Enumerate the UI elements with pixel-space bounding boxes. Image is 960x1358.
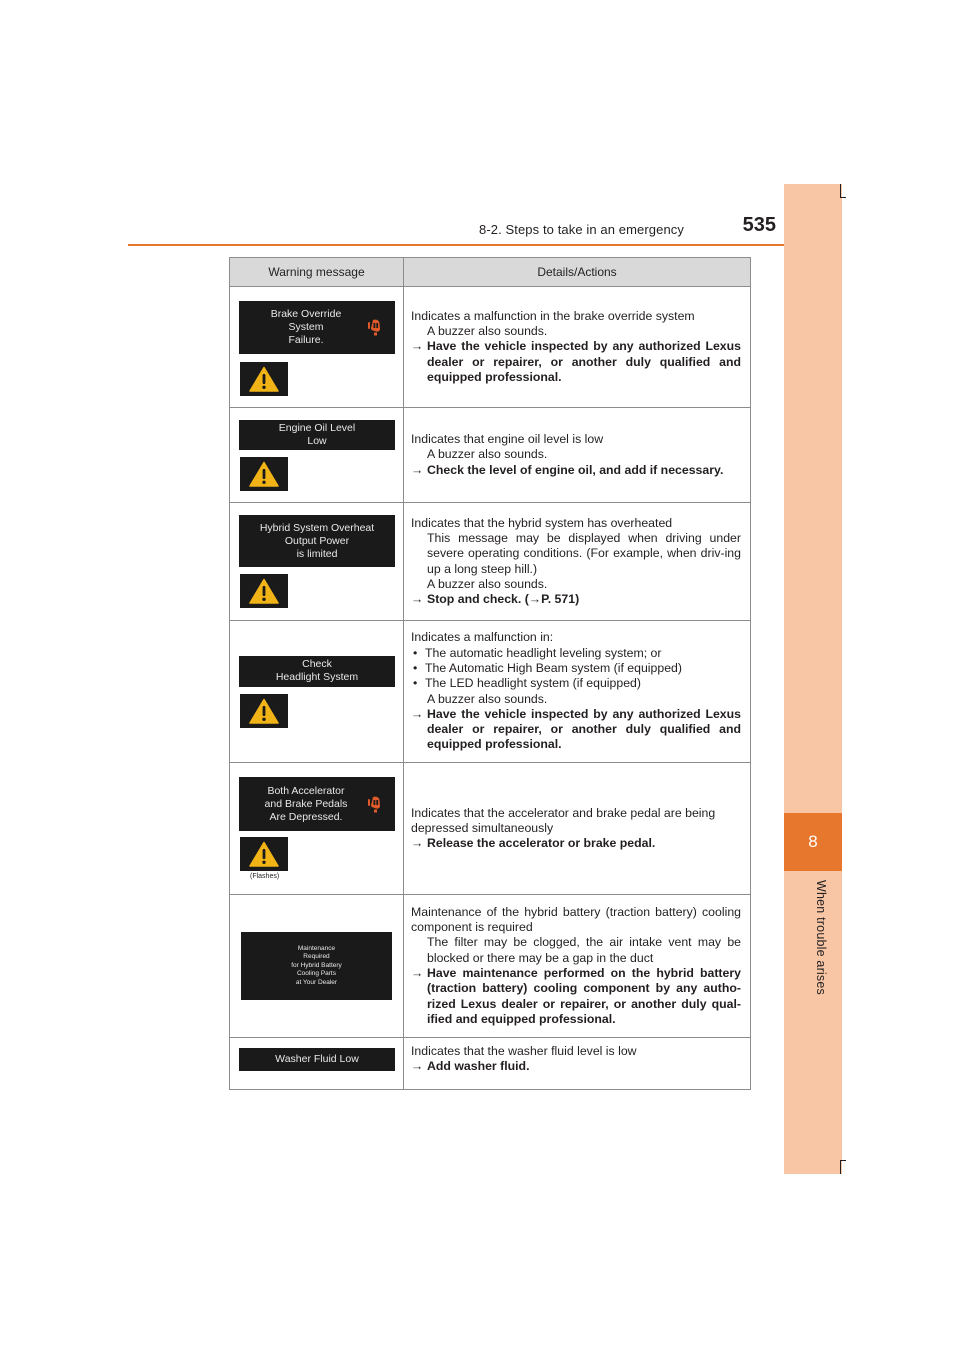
details-action-text: Have the vehicle inspected by any authorized Lexus dealer or repairer, or another duly qualified and equipped professional. — [427, 706, 741, 752]
details-intro: Indicates that engine oil level is low — [411, 432, 604, 447]
details-cell — [404, 763, 751, 895]
arrow-icon: → — [411, 966, 424, 980]
chapter-side-tab — [784, 184, 842, 1174]
display-message — [239, 301, 395, 354]
col-header-details-actions: Details/Actions — [404, 258, 751, 287]
warning-light — [240, 837, 288, 871]
display-message-text: Brake Override System Failure. — [270, 307, 342, 346]
warning-triangle-icon — [249, 698, 279, 724]
display-message-text: Both Accelerator and Brake Pedals Are Depressed. — [264, 784, 348, 823]
details-action — [411, 463, 741, 478]
details-note: A buzzer also sounds. — [427, 447, 548, 462]
warning-message-table — [229, 257, 751, 1090]
arrow-icon: → — [411, 592, 424, 607]
details-action-text: Check the level of engine oil, and add if necessary. — [427, 462, 724, 477]
arrow-icon: → — [411, 706, 424, 721]
warning-message-cell — [230, 621, 404, 763]
details-note: A buzzer also sounds. — [427, 691, 548, 706]
details-action — [411, 966, 741, 1027]
table-row — [230, 895, 751, 1038]
details-cell — [404, 895, 751, 1038]
warning-light — [240, 457, 288, 491]
warning-message-cell — [230, 763, 404, 895]
table-row — [230, 1038, 751, 1090]
details-action — [411, 1059, 741, 1074]
details-intro: Indicates a malfunction in the brake override system — [411, 308, 695, 323]
details-intro: Maintenance of the hybrid battery (traction battery) cooling component is required — [411, 904, 741, 935]
table-row — [230, 621, 751, 763]
arrow-icon: → — [411, 339, 424, 354]
display-message — [239, 777, 395, 831]
warning-triangle-icon — [249, 461, 279, 487]
display-message-text: Engine Oil Level Low — [278, 421, 356, 447]
display-message — [239, 656, 395, 687]
display-message-text: Maintenance Required for Hybrid Battery Cooling Parts at Your Dealer — [291, 944, 342, 986]
details-action — [411, 592, 741, 607]
details-intro: Indicates that the hybrid system has overheated — [411, 515, 673, 530]
details-intro: Indicates that the accelerator and brake pedal are being depressed simultaneously — [411, 805, 716, 835]
list-item: • The Automatic High Beam system (if equipped) — [413, 660, 682, 675]
details-action-text: Have maintenance performed on the hybrid battery (traction battery) cooling component by any autho-rized Lexus dealer or repairer, or another duly qual-ified and equipped professional. — [427, 966, 741, 1026]
display-message — [241, 932, 392, 1000]
list-item-text: The Automatic High Beam system (if equipped) — [425, 660, 682, 675]
table-row — [230, 503, 751, 621]
table-header-row — [230, 258, 751, 287]
arrow-icon: → — [411, 836, 424, 851]
warning-message-cell — [230, 895, 404, 1038]
warning-light — [240, 574, 288, 608]
brake-pedal-icon — [367, 318, 383, 336]
list-item-text: The LED headlight system (if equipped) — [425, 676, 641, 691]
display-message-text: Hybrid System Overheat Output Power is limited — [259, 521, 375, 560]
details-cell — [404, 287, 751, 408]
chapter-label: When trouble arises — [814, 880, 828, 995]
display-message — [239, 515, 395, 567]
brake-pedal-icon — [367, 795, 383, 813]
display-message-text: Washer Fluid Low — [275, 1053, 359, 1065]
warning-message-cell — [230, 287, 404, 408]
table-row — [230, 763, 751, 895]
list-item: • The automatic headlight leveling system; or — [413, 645, 662, 660]
details-note: A buzzer also sounds. — [427, 324, 548, 339]
list-item: • The LED headlight system (if equipped) — [413, 676, 641, 691]
details-note: The filter may be clogged, the air intake vent may be blocked or there may be a gap in the duct — [427, 935, 741, 965]
display-message — [239, 1048, 395, 1071]
details-cell — [404, 621, 751, 763]
warning-triangle-icon — [249, 578, 279, 604]
warning-light — [240, 694, 288, 728]
details-action-text: Stop and check. (→P. 571) — [427, 592, 580, 607]
crop-mark-bottom-h — [840, 1160, 846, 1161]
warning-light — [240, 362, 288, 396]
list-item-text: The automatic headlight leveling system; or — [425, 645, 662, 660]
details-action-text: Have the vehicle inspected by any authorized Lexus dealer or repairer, or another duly qualified and equipped professional. — [427, 339, 741, 384]
details-action — [411, 836, 741, 851]
details-action-text: Add washer fluid. — [427, 1059, 530, 1074]
arrow-icon: → — [411, 1059, 424, 1074]
details-action — [411, 707, 741, 753]
warning-message-cell — [230, 1038, 404, 1090]
crop-mark-top-h — [840, 197, 846, 198]
crop-mark-top — [840, 184, 841, 198]
details-cell — [404, 503, 751, 621]
header-rule — [128, 244, 784, 246]
details-action-text: Release the accelerator or brake pedal. — [427, 836, 656, 851]
details-cell — [404, 1038, 751, 1090]
details-note: This message may be displayed when driving under severe operating conditions. (For example, when driv-ing up a long steep hill.) — [427, 530, 741, 576]
table-row — [230, 287, 751, 408]
display-message — [239, 420, 395, 450]
crop-mark-bottom — [840, 1160, 841, 1174]
details-intro: Indicates that the washer fluid level is low — [411, 1044, 637, 1058]
details-action — [411, 339, 741, 385]
warning-message-cell — [230, 503, 404, 621]
flashes-label: (Flashes) — [250, 873, 280, 880]
arrow-icon: → — [411, 462, 424, 477]
warning-triangle-icon — [249, 366, 279, 392]
section-title: 8-2. Steps to take in an emergency — [478, 222, 684, 237]
table-row — [230, 408, 751, 503]
chapter-number-badge: 8 — [784, 813, 842, 871]
details-cell — [404, 408, 751, 503]
details-note: A buzzer also sounds. — [427, 576, 548, 591]
warning-triangle-icon — [249, 841, 279, 867]
display-message-text: Check Headlight System — [275, 658, 359, 683]
warning-message-cell — [230, 408, 404, 503]
details-intro: Indicates a malfunction in: — [411, 630, 554, 645]
page-number: 535 — [742, 214, 776, 236]
col-header-warning-message: Warning message — [230, 258, 404, 287]
